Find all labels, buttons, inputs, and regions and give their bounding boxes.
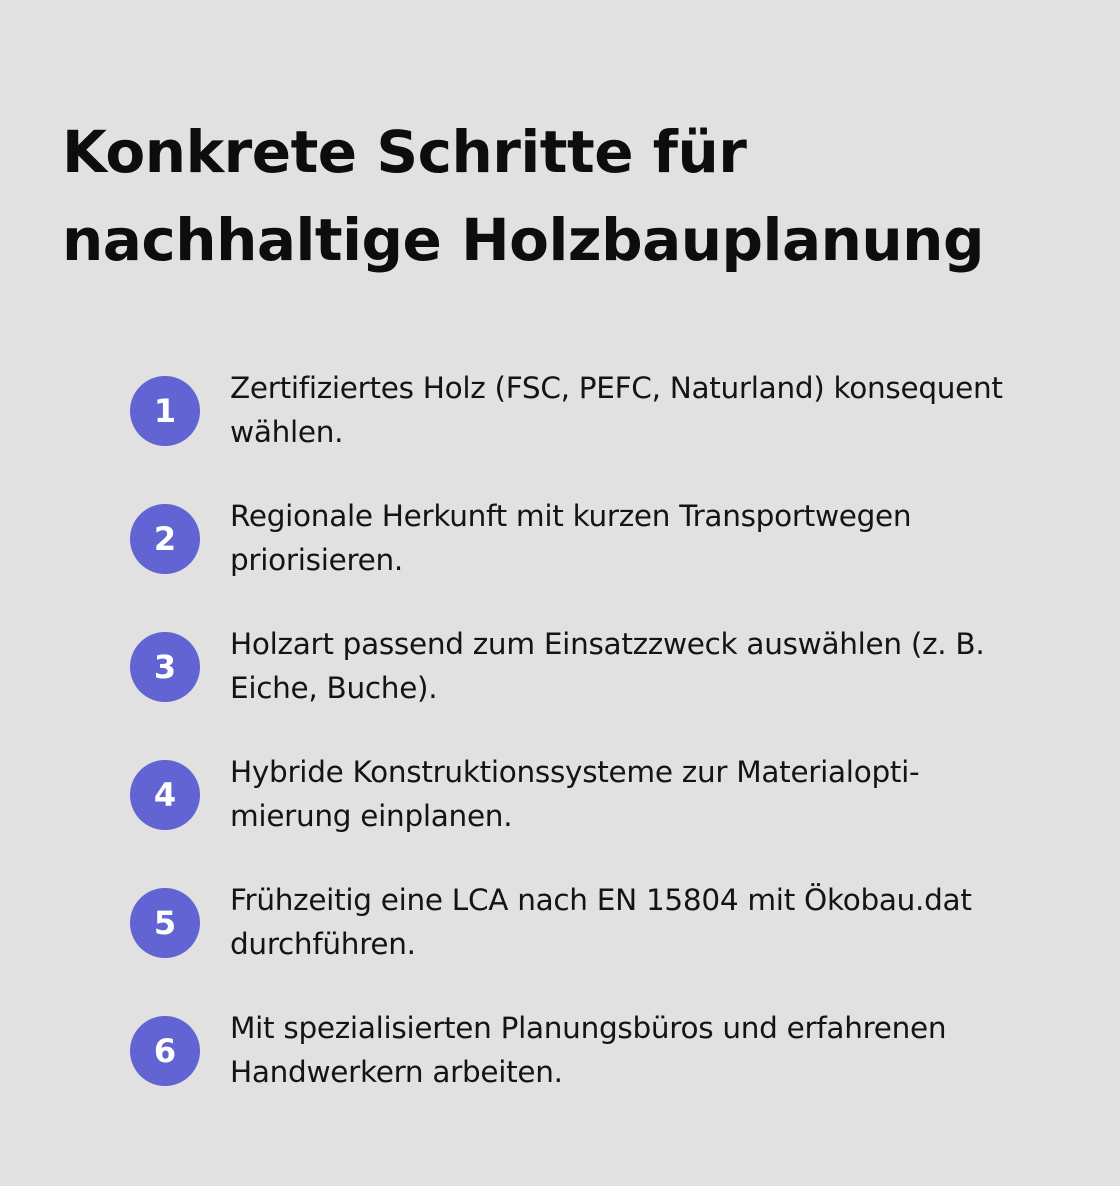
step-text-line-2: Eiche, Buche).: [230, 671, 438, 705]
step-number-badge: 5: [130, 888, 200, 958]
step-item-3: [130, 622, 1030, 750]
step-item-4: [130, 750, 1030, 878]
step-text-line-1: Hybride Konstruktionssysteme zur Materialopti-: [230, 755, 920, 789]
step-number-badge: 4: [130, 760, 200, 830]
step-text-line-2: priorisieren.: [230, 543, 403, 577]
step-text-line-1: Mit spezialisierten Planungsbüros und erfahrenen: [230, 1011, 947, 1045]
step-text: [230, 878, 1030, 966]
steps-list: [130, 366, 1030, 1134]
step-text: [230, 494, 1030, 582]
step-text-line-2: Handwerkern arbeiten.: [230, 1055, 563, 1089]
step-text-line-1: Regionale Herkunft mit kurzen Transportwegen: [230, 499, 912, 533]
step-text-line-1: Holzart passend zum Einsatzzweck auswählen (z. B.: [230, 627, 985, 661]
step-text: [230, 750, 1030, 838]
step-item-1: [130, 366, 1030, 494]
page-title: [62, 108, 1062, 284]
step-number-badge: 3: [130, 632, 200, 702]
step-text-line-1: Zertifiziertes Holz (FSC, PEFC, Naturland) konsequent: [230, 371, 1003, 405]
title-line-1: Konkrete Schritte für: [62, 118, 747, 186]
step-number-badge: 1: [130, 376, 200, 446]
title-line-2: nachhaltige Holzbauplanung: [62, 206, 984, 274]
step-text-line-2: durchführen.: [230, 927, 416, 961]
step-number-badge: 2: [130, 504, 200, 574]
step-text: [230, 622, 1030, 710]
step-text-line-1: Frühzeitig eine LCA nach EN 15804 mit Ökobau.dat: [230, 883, 972, 917]
step-item-5: [130, 878, 1030, 1006]
step-item-6: [130, 1006, 1030, 1134]
step-text-line-2: mierung einplanen.: [230, 799, 513, 833]
step-item-2: [130, 494, 1030, 622]
step-text: [230, 1006, 1030, 1094]
step-text-line-2: wählen.: [230, 415, 344, 449]
step-text: [230, 366, 1030, 454]
step-number-badge: 6: [130, 1016, 200, 1086]
